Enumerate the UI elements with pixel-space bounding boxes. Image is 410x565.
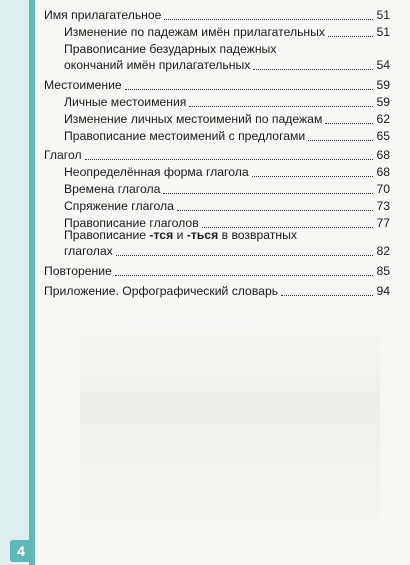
- toc-entry-title: Правописание глаголов: [64, 216, 199, 230]
- toc-entry-reflexive-verbs[interactable]: [64, 244, 390, 259]
- toc-page-number: 70: [376, 182, 390, 196]
- margin-accent-line: [29, 0, 35, 565]
- toc-entry-title-line2: окончаний имён прилагательных: [64, 58, 251, 72]
- toc-page-number: 59: [376, 78, 390, 92]
- toc-entry-title-line1: [64, 228, 297, 243]
- toc-entry-adjective-endings[interactable]: [64, 58, 390, 73]
- toc-page-number: 82: [376, 244, 390, 258]
- toc-entry-title: Спряжение глагола: [64, 199, 174, 213]
- toc-page-number: 65: [376, 129, 390, 143]
- toc-leader-dots: [125, 89, 374, 90]
- toc-entry-personal-pronouns[interactable]: [64, 95, 390, 110]
- toc-entry-title: Правописание местоимений с предлогами: [64, 129, 306, 143]
- toc-entry-title: Неопределённая форма глагола: [64, 165, 249, 179]
- toc-entry-title: Имя прилагательное: [44, 8, 162, 22]
- toc-leader-dots: [85, 159, 374, 160]
- toc-entry-conjugation[interactable]: [64, 199, 390, 214]
- toc-entry-verb-tenses[interactable]: [64, 182, 390, 197]
- toc-leader-dots: [325, 123, 373, 124]
- toc-leader-dots: [189, 106, 373, 107]
- toc-page-number: 68: [376, 165, 390, 179]
- toc-entry-verb[interactable]: [44, 148, 390, 163]
- toc-leader-dots: [115, 275, 374, 276]
- toc-entry-review[interactable]: [44, 264, 390, 279]
- page-number-badge: 4: [10, 540, 32, 562]
- toc-entry-title-line2: глаголах: [64, 244, 113, 258]
- toc-title-prefix: Правописание: [64, 228, 150, 242]
- toc-title-suffix-tsya-soft: -ться: [186, 228, 219, 242]
- toc-leader-dots: [252, 176, 374, 177]
- toc-entry-title: Повторение: [44, 264, 112, 278]
- toc-leader-dots: [328, 36, 373, 37]
- toc-page-number: 54: [376, 58, 390, 72]
- toc-leader-dots: [164, 19, 373, 20]
- toc-title-conjunction: и: [173, 228, 187, 242]
- toc-entry-title: Времена глагола: [64, 182, 161, 196]
- toc-page-number: 73: [376, 199, 390, 213]
- toc-entry-adjective[interactable]: [44, 8, 390, 23]
- toc-leader-dots: [308, 140, 373, 141]
- toc-leader-dots: [253, 69, 373, 70]
- toc-entry-title: Изменение личных местоимений по падежам: [64, 112, 323, 126]
- toc-page-number: 59: [376, 95, 390, 109]
- toc-page-number: 62: [376, 112, 390, 126]
- toc-entry-title: Личные местоимения: [64, 95, 187, 109]
- toc-title-suffix-tsya: -тся: [149, 228, 174, 242]
- toc-entry-title: Приложение. Орфографический словарь: [44, 284, 279, 298]
- toc-entry-pronoun-prepositions[interactable]: [64, 129, 390, 144]
- toc-page-number: 77: [376, 216, 390, 230]
- toc-entry-title: Глагол: [44, 148, 82, 162]
- toc-entry-title-line1: Правописание безударных падежных: [64, 42, 277, 56]
- toc-entry-adjective-declension[interactable]: [64, 25, 390, 40]
- toc-page-number: 51: [376, 25, 390, 39]
- toc-leader-dots: [281, 295, 373, 296]
- toc-title-rest: в возвратных: [218, 228, 297, 242]
- toc-page-number: 51: [376, 8, 390, 22]
- toc-entry-pronoun-declension[interactable]: [64, 112, 390, 127]
- toc-page-number: 94: [376, 284, 390, 298]
- toc-page-number: 85: [376, 264, 390, 278]
- faded-background-area: [80, 320, 380, 520]
- toc-leader-dots: [177, 210, 374, 211]
- toc-entry-pronoun[interactable]: [44, 78, 390, 93]
- toc-entry-infinitive[interactable]: [64, 165, 390, 180]
- toc-entry-appendix-dictionary[interactable]: [44, 284, 390, 299]
- toc-entry-title: Местоимение: [44, 78, 122, 92]
- toc-leader-dots: [163, 193, 373, 194]
- toc-entry-title: Изменение по падежам имён прилагательных: [64, 25, 326, 39]
- toc-page-number: 68: [376, 148, 390, 162]
- margin-band: [0, 0, 30, 565]
- toc-leader-dots: [116, 255, 374, 256]
